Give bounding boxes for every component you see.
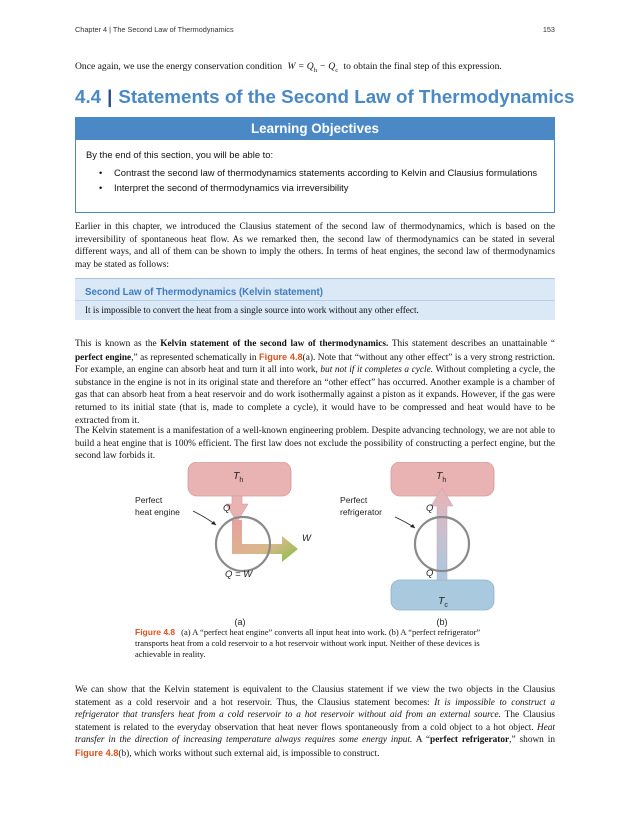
section-title [75,86,575,108]
paragraph-engineering: The Kelvin statement is a manifestation of a well-known engineering problem. Despite advancing technology, we are not able to build a heat engine that is 100% efficient. The first law does not exclude the possibility of constructing a perfect engine, but the second law forbids it. [75,426,556,462]
figure-caption [135,627,485,660]
panel-label-a: (a) [234,617,246,627]
learning-objectives-intro: By the end of this section, you will be able to: [86,149,274,160]
panel-label-b: (b) [436,617,448,627]
running-head [75,25,555,37]
kelvin-statement-title: Second Law of Thermodynamics (Kelvin statement) [85,287,323,298]
device-label-engine-line2: heat engine [135,507,180,517]
heat-pump-arrow [431,488,453,580]
term-perfect-refrigerator: perfect refrigerator [430,735,510,746]
chapter-title: Chapter 4 | The Second Law of Thermodynamics [75,25,234,34]
figure-caption-text: (a) A “perfect heat engine” converts all input heat into work. (b) A “perfect refrigerator” transports heat from a cold reservoir to a hot reservoir without work input. Neither of these devices is achievable in reality. [135,627,481,659]
work-label-w: W [302,533,311,544]
paragraph-clausius-equivalence: We can show that the Kelvin statement is equivalent to the Clausius statement if we view the two objects in the Clausius statement as a cold reservoir and a hot reservoir. Thus, the Clausius statement becomes: It is impossible to construct a refrigerator that transfers heat from a cold reservoir to a hot reservoir without aid from an external source. The Clausius statement is related to the everyday observation that heat never flows spontaneously from a cold object to a hot object. Heat transfer in the direction of increasing temperature always requires some energy input. A “perfect refrigerator,” shown in Figure 4.8(b), which works without such external aid, is impossible to construct. [75,685,556,759]
learning-objectives-list [86,167,544,193]
energy-equation: $W = Q_h - Q_c$ [287,61,339,74]
hot-reservoir-label-a: $T_h$ [233,470,244,484]
kelvin-statement-text: It is impossible to convert the heat from a single source into work without any other effect. [85,305,419,315]
panel-a-heat-engine [135,462,312,627]
heat-label-q-top: Q [426,503,434,514]
device-label-engine-line1: Perfect [135,495,163,505]
cold-reservoir-label: $T_c$ [438,595,448,609]
term-perfect-engine: perfect engine [75,352,132,363]
heat-label-q-a: Q [223,503,231,514]
section-heading: Statements of the Second Law of Thermodynamics [118,86,575,107]
kelvin-divider [75,300,555,301]
term-kelvin-statement: Kelvin statement of the second law of thermodynamics. [160,339,389,349]
intro-text-before: Once again, we use the energy conservation condition [75,61,283,72]
device-label-fridge-line1: Perfect [340,495,368,505]
section-separator: | [107,86,113,107]
device-label-fridge-line2: refrigerator [340,507,383,517]
figure-caption-label: Figure 4.8 [135,627,176,637]
heat-label-q-bottom: Q [426,568,434,579]
learning-objectives-box [75,117,555,213]
figure-link[interactable]: Figure 4.8 [259,351,303,362]
intro-text-after: to obtain the final step of this expression. [343,61,502,72]
figure-link[interactable]: Figure 4.8 [75,747,119,758]
paragraph-kelvin: This is known as the Kelvin statement of the second law of thermodynamics. This statement describes an unattainable “ perfect engine,” as represented schematically in Figure 4.8(a). Note that “without any other effect” is a very strong restriction. For example, an engine can absorb heat and turn it all into work, but not if it completes a cycle. Without completing a cycle, the substance in the engine is not in its original state and therefore an “other effect” has occurred. Another example is a chamber of gas that can absorb heat from a heat reservoir and do work isothermally against a piston as it expands. However, if the gas were returned to its initial state (that is, made to complete a cycle), it would have to be compressed and heat would have to be extracted from it. [75,339,556,426]
objective-item: • Interpret the second of thermodynamics via irreversibility [86,182,544,194]
panel-b-refrigerator [340,462,494,627]
intro-sentence [75,60,555,77]
efficiency-value: 100% [174,438,196,449]
kelvin-statement-box [75,278,555,320]
paragraph-clausius-intro: Earlier in this chapter, we introduced the Clausius statement of the second law of thermodynamics, which is based on the irreversibility of spontaneous heat flow. As we remarked then, the second law of thermodynamics can be stated in several different ways, and all of them can be shown to imply the others. In terms of heat engines, the second law of thermodynamics may be stated as follows: [75,222,555,270]
objective-item: • Contrast the second law of thermodynamics statements according to Kelvin and Clausius formulations [86,167,544,179]
learning-objectives-heading: Learning Objectives [76,118,554,140]
work-conversion-arrow [232,520,298,562]
energy-balance-label: Q = W [225,569,253,580]
hot-reservoir-label-b: $T_h$ [436,470,447,484]
page-number: 153 [542,25,555,34]
section-number: 4.4 [75,86,102,107]
